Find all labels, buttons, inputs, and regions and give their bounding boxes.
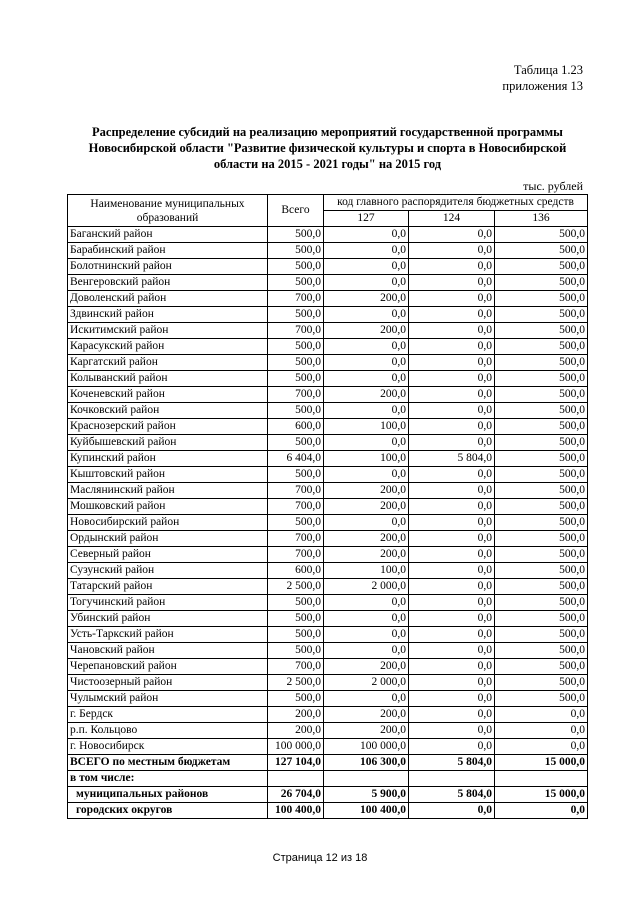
row-name: Кыштовский район xyxy=(68,467,268,483)
table-row xyxy=(68,339,588,355)
table-row xyxy=(68,387,588,403)
row-name: Купинский район xyxy=(68,451,268,467)
appendix-number: приложения 13 xyxy=(502,79,583,93)
table-row xyxy=(68,563,588,579)
row-c1: 106 300,0 xyxy=(324,755,409,771)
row-c3: 15 000,0 xyxy=(495,787,588,803)
table-row xyxy=(68,579,588,595)
row-c2: 0,0 xyxy=(409,531,495,547)
table-row xyxy=(68,739,588,755)
row-c1: 0,0 xyxy=(324,611,409,627)
row-c3: 500,0 xyxy=(495,467,588,483)
row-total: 700,0 xyxy=(268,387,324,403)
row-name: г. Новосибирск xyxy=(68,739,268,755)
table-row xyxy=(68,659,588,675)
row-total: 2 500,0 xyxy=(268,579,324,595)
table-body xyxy=(68,227,588,819)
row-total: 500,0 xyxy=(268,243,324,259)
row-c3: 500,0 xyxy=(495,291,588,307)
row-c1: 0,0 xyxy=(324,627,409,643)
row-name: Барабинский район xyxy=(68,243,268,259)
row-c2: 0,0 xyxy=(409,371,495,387)
row-name: городских округов xyxy=(68,803,268,819)
row-c3: 500,0 xyxy=(495,483,588,499)
row-c1: 0,0 xyxy=(324,243,409,259)
row-c1: 200,0 xyxy=(324,483,409,499)
summary-municipal-row xyxy=(68,787,588,803)
row-c3: 500,0 xyxy=(495,259,588,275)
row-name: Здвинский район xyxy=(68,307,268,323)
header-code-127: 127 xyxy=(324,211,409,227)
row-c3: 500,0 xyxy=(495,227,588,243)
table-row xyxy=(68,627,588,643)
row-c1: 200,0 xyxy=(324,547,409,563)
row-total: 100 400,0 xyxy=(268,803,324,819)
row-c1: 0,0 xyxy=(324,403,409,419)
row-name: г. Бердск xyxy=(68,707,268,723)
row-name: Ордынский район xyxy=(68,531,268,547)
header-code-124: 124 xyxy=(409,211,495,227)
table-row xyxy=(68,611,588,627)
row-c2: 5 804,0 xyxy=(409,451,495,467)
row-c1: 5 900,0 xyxy=(324,787,409,803)
row-c3: 500,0 xyxy=(495,451,588,467)
row-name: Доволенский район xyxy=(68,291,268,307)
row-name: Маслянинский район xyxy=(68,483,268,499)
row-total: 100 000,0 xyxy=(268,739,324,755)
table-row xyxy=(68,435,588,451)
row-total: 700,0 xyxy=(268,499,324,515)
row-name: Чистоозерный район xyxy=(68,675,268,691)
row-c1: 200,0 xyxy=(324,323,409,339)
row-total: 500,0 xyxy=(268,371,324,387)
row-name: Куйбышевский район xyxy=(68,435,268,451)
table-row xyxy=(68,355,588,371)
row-name: Усть-Таркский район xyxy=(68,627,268,643)
row-name: Новосибирский район xyxy=(68,515,268,531)
row-total: 6 404,0 xyxy=(268,451,324,467)
table-row xyxy=(68,691,588,707)
row-c1: 200,0 xyxy=(324,387,409,403)
row-c1: 0,0 xyxy=(324,515,409,531)
row-c1: 0,0 xyxy=(324,275,409,291)
row-c2: 0,0 xyxy=(409,627,495,643)
row-name: Татарский район xyxy=(68,579,268,595)
row-c3: 500,0 xyxy=(495,323,588,339)
row-name: Краснозерский район xyxy=(68,419,268,435)
table-row xyxy=(68,467,588,483)
row-total: 26 704,0 xyxy=(268,787,324,803)
row-c1: 100,0 xyxy=(324,451,409,467)
row-total: 127 104,0 xyxy=(268,755,324,771)
table-row xyxy=(68,371,588,387)
row-c1: 0,0 xyxy=(324,227,409,243)
row-c1: 0,0 xyxy=(324,467,409,483)
summary-including-row xyxy=(68,771,588,787)
row-total: 700,0 xyxy=(268,323,324,339)
row-c2: 0,0 xyxy=(409,803,495,819)
table-row xyxy=(68,547,588,563)
table-row xyxy=(68,291,588,307)
row-c1: 200,0 xyxy=(324,499,409,515)
row-total: 500,0 xyxy=(268,307,324,323)
row-name: Мошковский район xyxy=(68,499,268,515)
row-c3: 500,0 xyxy=(495,547,588,563)
row-c1: 200,0 xyxy=(324,659,409,675)
row-c2: 0,0 xyxy=(409,243,495,259)
row-c3: 0,0 xyxy=(495,723,588,739)
row-c2: 0,0 xyxy=(409,691,495,707)
row-name: Сузунский район xyxy=(68,563,268,579)
row-c3: 500,0 xyxy=(495,515,588,531)
row-c1: 2 000,0 xyxy=(324,579,409,595)
row-c2: 0,0 xyxy=(409,547,495,563)
row-name: Чановский район xyxy=(68,643,268,659)
row-c2: 0,0 xyxy=(409,259,495,275)
row-c1: 0,0 xyxy=(324,595,409,611)
table-row xyxy=(68,403,588,419)
row-name: р.п. Кольцово xyxy=(68,723,268,739)
row-c3: 0,0 xyxy=(495,707,588,723)
row-name: Чулымский район xyxy=(68,691,268,707)
row-total: 500,0 xyxy=(268,595,324,611)
row-c3: 500,0 xyxy=(495,611,588,627)
row-name: Баганский район xyxy=(68,227,268,243)
row-c3: 500,0 xyxy=(495,403,588,419)
row-c2: 0,0 xyxy=(409,739,495,755)
row-c2: 0,0 xyxy=(409,307,495,323)
row-c2: 0,0 xyxy=(409,707,495,723)
row-c1: 0,0 xyxy=(324,355,409,371)
row-c2: 0,0 xyxy=(409,499,495,515)
row-c1: 0,0 xyxy=(324,435,409,451)
row-c3: 500,0 xyxy=(495,339,588,355)
row-c1: 200,0 xyxy=(324,531,409,547)
row-name: Колыванский район xyxy=(68,371,268,387)
table-reference xyxy=(502,62,583,94)
row-c3: 500,0 xyxy=(495,595,588,611)
row-c2: 0,0 xyxy=(409,675,495,691)
row-c3: 0,0 xyxy=(495,803,588,819)
row-c2: 0,0 xyxy=(409,419,495,435)
row-c2: 0,0 xyxy=(409,275,495,291)
row-c2: 0,0 xyxy=(409,403,495,419)
row-name: муниципальных районов xyxy=(68,787,268,803)
row-c2: 0,0 xyxy=(409,339,495,355)
row-c2: 0,0 xyxy=(409,387,495,403)
row-c1: 0,0 xyxy=(324,259,409,275)
row-name: Убинский район xyxy=(68,611,268,627)
row-c3: 500,0 xyxy=(495,675,588,691)
row-c2: 0,0 xyxy=(409,483,495,499)
row-c2: 0,0 xyxy=(409,355,495,371)
row-c2: 0,0 xyxy=(409,515,495,531)
row-c1: 100,0 xyxy=(324,419,409,435)
row-total: 600,0 xyxy=(268,563,324,579)
row-c1: 200,0 xyxy=(324,723,409,739)
row-c1: 0,0 xyxy=(324,691,409,707)
row-c2: 0,0 xyxy=(409,467,495,483)
row-c1: 0,0 xyxy=(324,339,409,355)
row-c2: 5 804,0 xyxy=(409,755,495,771)
table-row xyxy=(68,675,588,691)
table-row xyxy=(68,595,588,611)
row-c3: 500,0 xyxy=(495,275,588,291)
row-name: Тогучинский район xyxy=(68,595,268,611)
row-total: 500,0 xyxy=(268,515,324,531)
table-row xyxy=(68,723,588,739)
row-total: 700,0 xyxy=(268,531,324,547)
row-c2: 0,0 xyxy=(409,611,495,627)
table-row xyxy=(68,515,588,531)
row-c3: 500,0 xyxy=(495,307,588,323)
row-total: 600,0 xyxy=(268,419,324,435)
row-c3: 500,0 xyxy=(495,627,588,643)
row-c2: 0,0 xyxy=(409,563,495,579)
row-c2: 0,0 xyxy=(409,227,495,243)
table-row xyxy=(68,499,588,515)
row-c3: 500,0 xyxy=(495,435,588,451)
row-total: 200,0 xyxy=(268,707,324,723)
table-row xyxy=(68,531,588,547)
row-c3: 500,0 xyxy=(495,691,588,707)
row-c1: 100 400,0 xyxy=(324,803,409,819)
row-total: 200,0 xyxy=(268,723,324,739)
row-name: ВСЕГО по местным бюджетам xyxy=(68,755,268,771)
row-total: 500,0 xyxy=(268,275,324,291)
row-total: 500,0 xyxy=(268,643,324,659)
row-c2: 0,0 xyxy=(409,291,495,307)
row-name: Каргатский район xyxy=(68,355,268,371)
row-c3: 500,0 xyxy=(495,499,588,515)
row-c1: 2 000,0 xyxy=(324,675,409,691)
subsidy-table xyxy=(67,194,588,819)
table-row xyxy=(68,243,588,259)
row-c3: 500,0 xyxy=(495,355,588,371)
row-total: 500,0 xyxy=(268,227,324,243)
row-total: 700,0 xyxy=(268,659,324,675)
table-row xyxy=(68,307,588,323)
table-row xyxy=(68,451,588,467)
including-label: в том числе: xyxy=(68,771,268,787)
row-c1: 200,0 xyxy=(324,291,409,307)
row-c2: 0,0 xyxy=(409,659,495,675)
row-total: 700,0 xyxy=(268,483,324,499)
row-c2: 0,0 xyxy=(409,323,495,339)
row-c3: 500,0 xyxy=(495,531,588,547)
row-c2: 0,0 xyxy=(409,723,495,739)
header-name: Наименование муниципальных образований xyxy=(68,195,268,227)
row-total: 500,0 xyxy=(268,355,324,371)
row-total: 500,0 xyxy=(268,627,324,643)
row-c2: 0,0 xyxy=(409,579,495,595)
row-c2: 0,0 xyxy=(409,595,495,611)
row-name: Черепановский район xyxy=(68,659,268,675)
row-c2: 0,0 xyxy=(409,643,495,659)
row-name: Карасукский район xyxy=(68,339,268,355)
row-total: 500,0 xyxy=(268,611,324,627)
row-c1: 0,0 xyxy=(324,307,409,323)
table-row xyxy=(68,707,588,723)
table-row xyxy=(68,323,588,339)
header-code-136: 136 xyxy=(495,211,588,227)
table-row xyxy=(68,259,588,275)
row-total: 500,0 xyxy=(268,259,324,275)
row-total: 500,0 xyxy=(268,467,324,483)
summary-urban-row xyxy=(68,803,588,819)
page-footer: Страница 12 из 18 xyxy=(272,852,368,864)
row-total: 500,0 xyxy=(268,691,324,707)
row-c3: 500,0 xyxy=(495,243,588,259)
row-c1: 0,0 xyxy=(324,643,409,659)
summary-total-row xyxy=(68,755,588,771)
row-c1: 200,0 xyxy=(324,707,409,723)
row-c3: 0,0 xyxy=(495,739,588,755)
header-code-group: код главного распорядителя бюджетных средств xyxy=(324,195,588,211)
row-total: 500,0 xyxy=(268,339,324,355)
header-total: Всего xyxy=(268,195,324,227)
row-name: Искитимский район xyxy=(68,323,268,339)
table-number: Таблица 1.23 xyxy=(513,63,583,77)
document-title: Распределение субсидий на реализацию мероприятий государственной программы Новосибирской области "Развитие физической культуры и спорта в Новосибирской области на 2015 - 2021 годы" на 2015 год xyxy=(88,125,567,171)
row-total: 700,0 xyxy=(268,547,324,563)
row-total: 2 500,0 xyxy=(268,675,324,691)
row-c2: 0,0 xyxy=(409,435,495,451)
table-row xyxy=(68,275,588,291)
row-c1: 100 000,0 xyxy=(324,739,409,755)
table-row xyxy=(68,643,588,659)
row-total: 500,0 xyxy=(268,435,324,451)
row-name: Северный район xyxy=(68,547,268,563)
units-label: тыс. рублей xyxy=(523,179,583,193)
row-c1: 0,0 xyxy=(324,371,409,387)
row-name: Кочковский район xyxy=(68,403,268,419)
row-name: Болотнинский район xyxy=(68,259,268,275)
row-c3: 500,0 xyxy=(495,387,588,403)
row-c3: 500,0 xyxy=(495,579,588,595)
row-c3: 15 000,0 xyxy=(495,755,588,771)
row-c1: 100,0 xyxy=(324,563,409,579)
row-c3: 500,0 xyxy=(495,563,588,579)
row-c3: 500,0 xyxy=(495,643,588,659)
row-c2: 5 804,0 xyxy=(409,787,495,803)
row-total: 700,0 xyxy=(268,291,324,307)
row-c3: 500,0 xyxy=(495,371,588,387)
row-name: Коченевский район xyxy=(68,387,268,403)
row-c3: 500,0 xyxy=(495,419,588,435)
table-row xyxy=(68,227,588,243)
row-c3: 500,0 xyxy=(495,659,588,675)
row-name: Венгеровский район xyxy=(68,275,268,291)
row-total: 500,0 xyxy=(268,403,324,419)
table-row xyxy=(68,419,588,435)
table-row xyxy=(68,483,588,499)
